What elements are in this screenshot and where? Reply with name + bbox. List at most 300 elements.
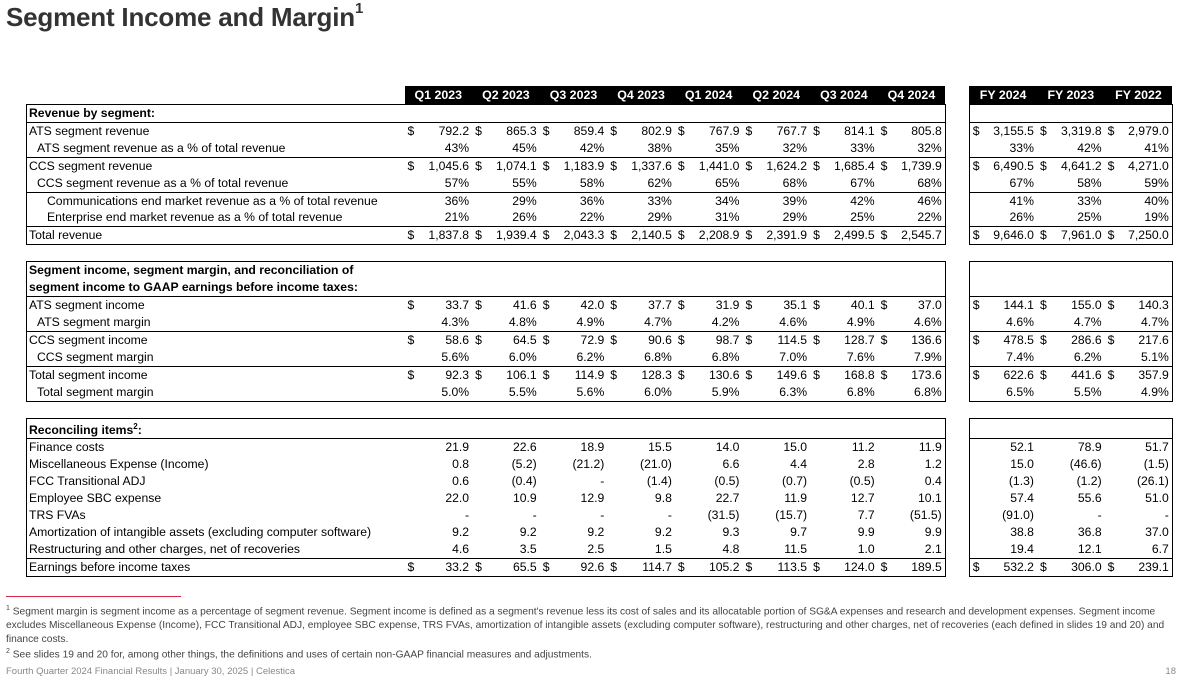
dollar-sign (969, 439, 981, 456)
dollar-sign (810, 140, 822, 157)
cell-value-fy: - (1097, 508, 1102, 523)
cell-value-fy: 42% (1077, 140, 1102, 155)
table-row (27, 331, 1173, 348)
row-label: CCS segment revenue as a % of total revenue (27, 175, 405, 192)
footnote-2-text: See slides 19 and 20 for, among other things, the definitions and uses of certain non-GAAP financial measures and adjustments. (12, 649, 592, 661)
dollar-sign (472, 541, 484, 558)
dollar-sign (472, 456, 484, 473)
dollar-sign (810, 192, 822, 209)
dollar-sign: $ (878, 366, 890, 383)
cell-value: 22.6 (484, 439, 540, 456)
cell-value: 802.9 (619, 122, 675, 139)
dollar-sign (607, 439, 619, 456)
dollar-sign: $ (742, 366, 754, 383)
column-header-q1-2023: Q1 2023 (405, 86, 473, 105)
dollar-sign (810, 524, 822, 541)
dollar-sign (742, 314, 754, 331)
dollar-sign (405, 439, 417, 456)
dollar-sign: $ (607, 558, 619, 576)
cell-value: (31.5) (707, 508, 740, 523)
cell-value-fy: 19.4 (1010, 541, 1034, 556)
dollar-sign (742, 490, 754, 507)
dollar-sign (878, 384, 890, 401)
dollar-sign (675, 439, 687, 456)
cell-value-fy: 4,641.2 (1049, 157, 1105, 174)
cell-value: 149.6 (754, 366, 810, 383)
cell-value: 1.2 (890, 456, 946, 473)
cell-value: 58.6 (417, 331, 473, 348)
dollar-sign (675, 175, 687, 192)
dollar-sign (878, 175, 890, 192)
dollar-sign (607, 456, 619, 473)
section-header-line1: Segment income, segment margin, and reconciliation of (29, 263, 354, 278)
gap (945, 331, 969, 348)
dollar-sign (607, 490, 619, 507)
cell-value: 5.6% (552, 384, 608, 401)
cell-value: 7.7 (857, 508, 875, 523)
dollar-sign: $ (810, 331, 822, 348)
dollar-sign: $ (1105, 297, 1117, 314)
gap (945, 262, 969, 279)
cell-value-fy: 25% (1077, 210, 1102, 225)
cell-value: 1.5 (654, 541, 672, 556)
dollar-sign (675, 314, 687, 331)
cell-value-fy: 4.7% (1073, 314, 1102, 329)
cell-value: 6.8% (711, 349, 740, 364)
cell-value-fy: 155.0 (1049, 297, 1105, 314)
footnote-2 (6, 645, 1178, 662)
dollar-sign (405, 140, 417, 157)
cell-value-fy: 38.8 (1010, 525, 1034, 539)
dollar-sign (540, 192, 552, 209)
dollar-sign: $ (540, 366, 552, 383)
cell-value: 2,140.5 (619, 227, 675, 245)
cell-value-fy: 4,271.0 (1117, 157, 1173, 174)
cell-value: - (667, 508, 672, 523)
dollar-sign (878, 209, 890, 226)
dollar-sign (742, 456, 754, 473)
cell-value: 36% (417, 192, 473, 209)
cell-value-fy: 3,319.8 (1049, 122, 1105, 139)
cell-value: 92.6 (552, 558, 608, 576)
dollar-sign: $ (1037, 297, 1049, 314)
dollar-sign (742, 140, 754, 157)
dollar-sign (540, 349, 552, 366)
cell-value: 9.2 (587, 525, 605, 539)
dollar-sign: $ (810, 122, 822, 139)
column-header-q2-2024: Q2 2024 (742, 86, 810, 105)
cell-value: 124.0 (822, 558, 878, 576)
table-row (27, 473, 1173, 490)
dollar-sign (405, 524, 417, 541)
cell-value-fy: 33% (1049, 192, 1105, 209)
cell-value-fy: 217.6 (1117, 331, 1173, 348)
dollar-sign (607, 473, 619, 490)
gap (945, 418, 969, 439)
dollar-sign: $ (607, 331, 619, 348)
table-row (27, 366, 1173, 383)
page-title (6, 2, 363, 33)
cell-value: (1.4) (646, 474, 672, 489)
row-label: CCS segment revenue (27, 157, 405, 174)
cell-value-fy: 5.1% (1117, 349, 1173, 366)
section-gap (27, 245, 1173, 262)
row-label: Restructuring and other charges, net of recoveries (27, 541, 405, 558)
column-header-q4-2024: Q4 2024 (878, 86, 946, 105)
dollar-sign: $ (878, 157, 890, 174)
cell-value: 33.2 (417, 558, 473, 576)
dollar-sign (1105, 524, 1117, 541)
footnote-1 (6, 602, 1178, 646)
dollar-sign (540, 507, 552, 524)
cell-value: 1,337.6 (619, 157, 675, 174)
cell-value: 72.9 (552, 331, 608, 348)
dollar-sign (1037, 140, 1049, 157)
dollar-sign (472, 140, 484, 157)
cell-value-fy: 37.0 (1117, 524, 1173, 541)
cell-value-fy: 15.0 (1010, 457, 1034, 472)
cell-value: 1,837.8 (417, 227, 473, 245)
dollar-sign (472, 349, 484, 366)
cell-value: 68% (782, 175, 808, 190)
dollar-sign (540, 209, 552, 226)
cell-value: 57% (444, 175, 470, 190)
cell-value: 4.8% (508, 314, 537, 329)
cell-value: 1,074.1 (484, 157, 540, 174)
cell-value-fy: (46.6) (1069, 457, 1102, 472)
dollar-sign: $ (405, 227, 417, 245)
cell-value: 6.8% (822, 384, 878, 401)
header-gap (945, 86, 969, 105)
dollar-sign (405, 314, 417, 331)
dollar-sign: $ (675, 558, 687, 576)
dollar-sign (472, 175, 484, 192)
cell-value: 114.7 (619, 558, 675, 576)
cell-value-fy: 78.9 (1049, 439, 1105, 456)
section-header-suffix: : (137, 422, 142, 437)
table-row (27, 349, 1173, 366)
footnote-2-marker: 2 (6, 648, 10, 655)
gap (945, 384, 969, 401)
gap (945, 473, 969, 490)
table-row (27, 157, 1173, 174)
cell-value: 105.2 (687, 558, 743, 576)
dollar-sign: $ (878, 227, 890, 245)
dollar-sign (540, 384, 552, 401)
cell-value: 22.7 (715, 491, 740, 506)
dollar-sign (742, 349, 754, 366)
cell-value: 4.9% (846, 314, 875, 329)
footnote-divider (6, 596, 181, 597)
dollar-sign (1105, 209, 1117, 226)
cell-value-fy: 19% (1117, 209, 1173, 226)
cell-value: 5.0% (417, 384, 473, 401)
cell-value: 18.9 (552, 439, 608, 456)
cell-value-fy: 9,646.0 (981, 227, 1037, 245)
section-header-segment-income (27, 262, 405, 279)
dollar-sign: $ (969, 366, 981, 383)
dollar-sign (742, 439, 754, 456)
cell-value: 9.7 (790, 525, 808, 539)
section-header-revenue (27, 105, 405, 123)
dollar-sign (742, 473, 754, 490)
cell-value: 42% (822, 192, 878, 209)
dollar-sign (810, 349, 822, 366)
cell-value: 62% (647, 175, 672, 190)
cell-value: 792.2 (417, 122, 473, 139)
dollar-sign: $ (810, 366, 822, 383)
cell-value: 5.6% (441, 349, 470, 364)
dollar-sign (472, 473, 484, 490)
dollar-sign (969, 314, 981, 331)
cell-value: 4.7% (644, 314, 672, 329)
cell-value: 25% (850, 210, 875, 225)
cell-value: 4.6% (779, 314, 808, 329)
dollar-sign: $ (1105, 558, 1117, 576)
cell-value: 2.1 (890, 541, 946, 558)
dollar-sign: $ (1037, 331, 1049, 348)
dollar-sign (742, 384, 754, 401)
header-blank (27, 86, 405, 105)
dollar-sign: $ (472, 297, 484, 314)
dollar-sign: $ (742, 558, 754, 576)
gap (945, 314, 969, 331)
cell-value: (21.0) (640, 457, 672, 472)
cell-value: 6.8% (644, 349, 672, 364)
cell-value: 10.9 (512, 491, 537, 506)
dollar-sign (540, 473, 552, 490)
cell-value: 90.6 (619, 331, 675, 348)
dollar-sign (878, 524, 890, 541)
cell-value: 767.9 (687, 122, 743, 139)
row-label: ATS segment revenue (27, 122, 405, 139)
dollar-sign (675, 140, 687, 157)
cell-value: 0.4 (890, 473, 946, 490)
cell-value-fy: (1.3) (1008, 474, 1034, 489)
gap (945, 456, 969, 473)
section-header-segment-income-2 (27, 279, 405, 296)
cell-value: 26% (512, 210, 537, 225)
cell-value: 6.0% (619, 384, 675, 401)
row-label: Finance costs (27, 439, 405, 456)
footnote-1-marker: 1 (6, 605, 10, 612)
cell-value: 67% (850, 175, 875, 190)
row-label: TRS FVAs (27, 507, 405, 524)
cell-value-fy: 4.7% (1117, 314, 1173, 331)
table-row (27, 140, 1173, 157)
cell-value: 1,045.6 (417, 157, 473, 174)
dollar-sign (472, 490, 484, 507)
cell-value: (0.7) (782, 474, 808, 489)
dollar-sign (810, 490, 822, 507)
dollar-sign (1037, 507, 1049, 524)
cell-value: 6.3% (754, 384, 810, 401)
cell-value: 4.2% (711, 314, 740, 329)
dollar-sign: $ (878, 297, 890, 314)
dollar-sign (969, 349, 981, 366)
dollar-sign (675, 384, 687, 401)
dollar-sign (742, 175, 754, 192)
dollar-sign: $ (675, 122, 687, 139)
dollar-sign (540, 541, 552, 558)
dollar-sign: $ (878, 331, 890, 348)
row-label: Total segment income (27, 366, 405, 383)
cell-value: 7.9% (890, 349, 946, 366)
section-header-text: Revenue by segment: (29, 106, 155, 120)
cell-value-fy: - (1117, 507, 1173, 524)
cell-value: 6.8% (890, 384, 946, 401)
gap (945, 157, 969, 174)
cell-value: 68% (890, 175, 946, 192)
dollar-sign: $ (405, 157, 417, 174)
cell-value: 128.3 (619, 366, 675, 383)
cell-value: 22% (890, 209, 946, 226)
dollar-sign (1105, 541, 1117, 558)
dollar-sign (810, 541, 822, 558)
cell-value: 2,208.9 (687, 227, 743, 245)
cell-value: 11.2 (822, 439, 878, 456)
cell-value-fy: 59% (1117, 175, 1173, 192)
dollar-sign (607, 192, 619, 209)
cell-value: 2.5 (587, 541, 605, 556)
dollar-sign: $ (1037, 122, 1049, 139)
cell-value-fy: (26.1) (1117, 473, 1173, 490)
dollar-sign: $ (878, 558, 890, 576)
dollar-sign: $ (1105, 331, 1117, 348)
dollar-sign (405, 456, 417, 473)
cell-value: 38% (647, 140, 672, 155)
title-footnote-marker: 1 (354, 0, 364, 18)
dollar-sign (1105, 349, 1117, 366)
dollar-sign (878, 473, 890, 490)
dollar-sign (675, 349, 687, 366)
section-header-reconciling (27, 418, 405, 439)
dollar-sign (969, 192, 981, 209)
row-label: CCS segment margin (27, 349, 405, 366)
dollar-sign: $ (405, 558, 417, 576)
cell-value: 113.5 (754, 558, 810, 576)
row-label: ATS segment income (27, 297, 405, 314)
gap (945, 439, 969, 456)
cell-value: 0.8 (452, 457, 470, 472)
gap (945, 366, 969, 383)
dollar-sign (1037, 209, 1049, 226)
header-fill (405, 418, 946, 439)
row-label: Total segment margin (27, 384, 405, 401)
cell-value: 34% (687, 192, 743, 209)
dollar-sign (1105, 507, 1117, 524)
cell-value-fy: 6.7 (1117, 541, 1173, 558)
dollar-sign (969, 456, 981, 473)
dollar-sign: $ (969, 157, 981, 174)
dollar-sign (1037, 192, 1049, 209)
cell-value: 33% (850, 140, 875, 155)
table-row (27, 524, 1173, 541)
cell-value: 33.7 (417, 297, 473, 314)
cell-value: 805.8 (890, 122, 946, 139)
cell-value: 114.5 (754, 331, 810, 348)
dollar-sign (742, 209, 754, 226)
cell-value: 1,183.9 (552, 157, 608, 174)
cell-value-fy: 51.0 (1117, 490, 1173, 507)
gap (945, 122, 969, 139)
cell-value: 5.5% (484, 384, 540, 401)
column-header-q3-2024: Q3 2024 (810, 86, 878, 105)
section-gap (27, 401, 1173, 418)
cell-value-fy: 55.6 (1077, 491, 1102, 506)
cell-value: (21.2) (572, 457, 605, 472)
cell-value: 43% (444, 140, 470, 155)
header-fill-fy (969, 418, 1172, 439)
cell-value: 39% (754, 192, 810, 209)
dollar-sign (607, 209, 619, 226)
dollar-sign (405, 192, 417, 209)
dollar-sign: $ (540, 122, 552, 139)
footnote-marker: 2 (133, 421, 138, 431)
cell-value-fy: 4.9% (1117, 384, 1173, 401)
dollar-sign: $ (969, 331, 981, 348)
page-title-text: Segment Income and Margin (6, 2, 355, 32)
dollar-sign: $ (1105, 366, 1117, 383)
dollar-sign: $ (472, 122, 484, 139)
dollar-sign (607, 507, 619, 524)
dollar-sign (472, 384, 484, 401)
cell-value-fy: 6.2% (1073, 349, 1102, 364)
dollar-sign (969, 524, 981, 541)
gap (945, 105, 969, 123)
dollar-sign (878, 456, 890, 473)
dollar-sign: $ (742, 122, 754, 139)
dollar-sign: $ (742, 157, 754, 174)
dollar-sign (810, 384, 822, 401)
cell-value: 2,391.9 (754, 227, 810, 245)
dollar-sign (472, 507, 484, 524)
cell-value: 32% (890, 140, 946, 157)
dollar-sign (1105, 439, 1117, 456)
dollar-sign (1037, 524, 1049, 541)
cell-value: 42.0 (552, 297, 608, 314)
dollar-sign: $ (675, 331, 687, 348)
dollar-sign (1105, 490, 1117, 507)
cell-value-fy: 12.1 (1077, 541, 1102, 556)
cell-value: - (465, 508, 470, 523)
cell-value: 42% (579, 140, 605, 155)
header-fill (405, 279, 946, 296)
column-header-q3-2023: Q3 2023 (540, 86, 608, 105)
dollar-sign: $ (810, 558, 822, 576)
header-fill (405, 105, 946, 123)
dollar-sign (405, 209, 417, 226)
row-label: Total revenue (27, 227, 405, 245)
gap (945, 507, 969, 524)
dollar-sign: $ (1105, 157, 1117, 174)
cell-value-fy: 7,961.0 (1049, 227, 1105, 245)
table-row (27, 314, 1173, 331)
dollar-sign (969, 473, 981, 490)
table-row (27, 175, 1173, 192)
dollar-sign: $ (969, 122, 981, 139)
cell-value-fy: 41% (1117, 140, 1173, 157)
cell-value: 2,043.3 (552, 227, 608, 245)
cell-value-fy: 58% (1077, 175, 1102, 190)
dollar-sign (1105, 192, 1117, 209)
dollar-sign (1105, 384, 1117, 401)
cell-value-fy: (1.2) (1076, 474, 1102, 489)
cell-value: 2,499.5 (822, 227, 878, 245)
dollar-sign: $ (540, 227, 552, 245)
row-label: Earnings before income taxes (27, 558, 405, 576)
cell-value: (15.7) (775, 508, 808, 523)
